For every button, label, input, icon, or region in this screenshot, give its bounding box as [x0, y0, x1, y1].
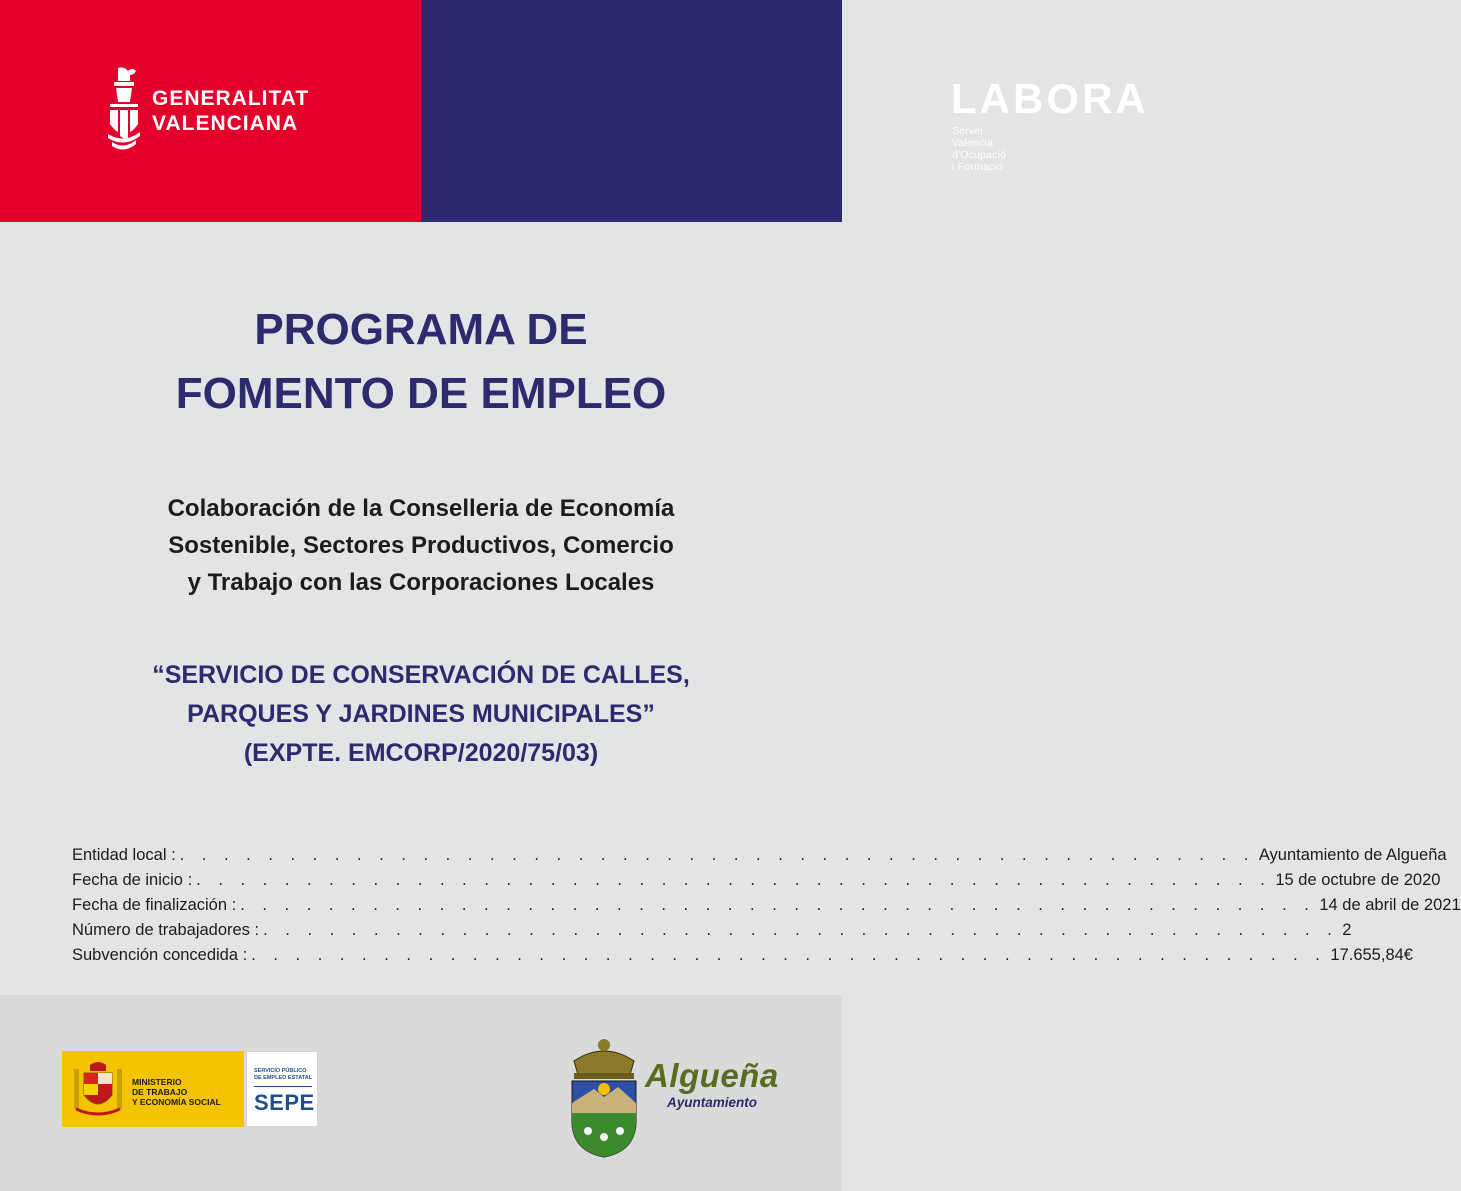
- dot-leader: [196, 868, 1271, 893]
- sepe-logo: [246, 1051, 318, 1127]
- subtitle-line1: Colaboración de la Conselleria de Economía: [167, 495, 675, 522]
- ayuntamiento-label: Ayuntamiento: [667, 1095, 758, 1110]
- generalitat-wordmark: [152, 86, 309, 136]
- title-line1: PROGRAMA DE: [254, 305, 588, 354]
- alguena-wordmark: Algueña: [645, 1057, 779, 1094]
- ministerio-logo: [62, 1051, 244, 1127]
- detail-value: 17.655,84€: [1330, 946, 1413, 964]
- project-line3: (EXPTE. EMCORP/2020/75/03): [243, 739, 599, 767]
- sepe-caption: [254, 1068, 312, 1082]
- detail-row-fecha-fin: [72, 893, 1461, 918]
- detail-value: Ayuntamiento de Algueña: [1258, 846, 1447, 864]
- detail-label: Subvención concedida :: [72, 946, 248, 964]
- subtitle-line3: y Trabajo con las Corporaciones Locales: [187, 569, 655, 596]
- detail-label: Entidad local :: [72, 846, 176, 864]
- sepe-small-line1: SERVICIO PÚBLICO: [254, 1068, 307, 1074]
- detail-label: Fecha de finalización :: [72, 896, 237, 914]
- detail-row-subvencion: [72, 943, 1413, 968]
- detail-label: Número de trabajadores :: [72, 921, 260, 939]
- ministerio-line3: Y ECONOMÍA SOCIAL: [132, 1097, 221, 1107]
- divider: [254, 1086, 312, 1087]
- gva-line2: VALENCIANA: [152, 112, 299, 135]
- ministerio-text: [132, 1077, 221, 1107]
- project-line1: “SERVICIO DE CONSERVACIÓN DE CALLES,: [152, 661, 690, 689]
- subtitle-line2: Sostenible, Sectores Productivos, Comercio: [168, 532, 674, 559]
- sepe-wordmark: SEPE: [254, 1090, 315, 1115]
- dot-leader: [240, 893, 1315, 918]
- labora-wordmark: LABORA: [951, 75, 1149, 122]
- ministerio-line1: MINISTERIO: [132, 1077, 182, 1087]
- detail-value: 14 de abril de 2021: [1319, 896, 1461, 914]
- sepe-small-line2: DE EMPLEO ESTATAL: [254, 1075, 313, 1081]
- labora-subtitle: Servei Valencià d'Ocupació i Formació: [952, 125, 1007, 173]
- dot-leader: [263, 918, 1338, 943]
- project-name: [0, 656, 842, 773]
- dot-leader: [251, 943, 1326, 968]
- detail-value: 2: [1342, 921, 1352, 939]
- project-line2: PARQUES Y JARDINES MUNICIPALES”: [187, 700, 655, 728]
- detail-label: Fecha de inicio :: [72, 871, 193, 889]
- header-banner: [0, 0, 1149, 222]
- detail-value: 15 de octubre de 2020: [1275, 871, 1441, 889]
- generalitat-panel: [0, 0, 421, 222]
- title-line2: FOMENTO DE EMPLEO: [175, 369, 667, 418]
- collaboration-text: [0, 490, 842, 601]
- project-details: [72, 843, 1461, 968]
- dot-leader: [180, 843, 1255, 868]
- gva-shield-icon: [104, 66, 144, 154]
- labora-panel: [421, 0, 1149, 222]
- gva-line1: GENERALITAT: [152, 87, 310, 110]
- detail-row-fecha-inicio: [72, 868, 1441, 893]
- detail-row-trabajadores: [72, 918, 1352, 943]
- alguena-coat-of-arms-icon: [566, 1033, 642, 1159]
- page-title: [0, 298, 842, 426]
- detail-row-entidad: [72, 843, 1447, 868]
- spain-coat-of-arms-icon: [72, 1061, 124, 1117]
- ministerio-line2: DE TRABAJO: [132, 1087, 188, 1097]
